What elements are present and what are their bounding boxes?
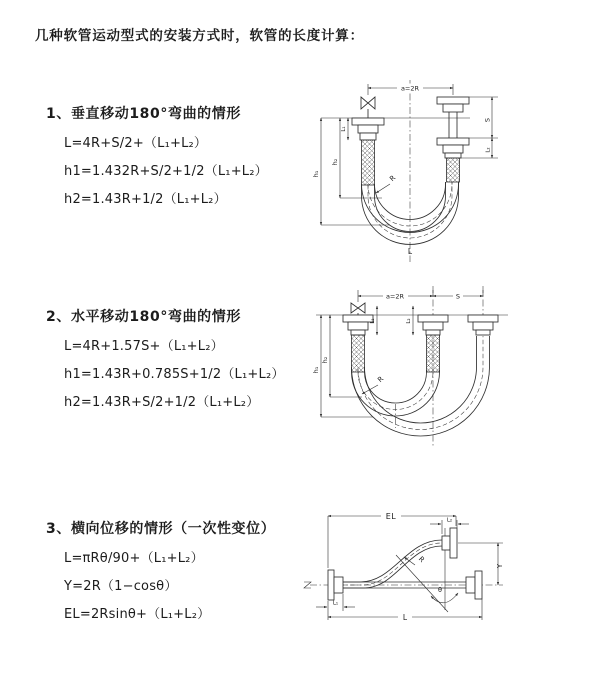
- middle-flange-fitting: [418, 315, 448, 372]
- formula-h1: h1=1.43R+0.785S+1/2（L₁+L₂）: [64, 367, 285, 382]
- dimension-S: [460, 97, 498, 158]
- formula-h2: h2=1.43R+1/2（L₁+L₂）: [64, 192, 227, 207]
- section-3-heading: 3、横向位移的情形（一次性变位）: [46, 521, 276, 537]
- dimension-L1: [370, 306, 377, 335]
- dim-label-l2: L₂: [406, 318, 412, 324]
- radius-label: R: [416, 555, 426, 565]
- dimension-h1: [312, 118, 390, 225]
- dim-label-s: S: [483, 117, 492, 123]
- dim-label-el: EL: [385, 511, 397, 521]
- centerlines: [316, 286, 508, 448]
- diagram-lateral-displacement: [296, 498, 600, 648]
- left-flange-fitting: [328, 570, 343, 600]
- diagram-horizontal-180-bend: [298, 280, 600, 458]
- diagram-vertical-180-bend: [302, 72, 600, 270]
- valve-icon: [351, 303, 365, 315]
- section-2-heading: 2、水平移动180°弯曲的情形: [46, 309, 241, 325]
- section-vertical-movement: [46, 103, 268, 207]
- valve-icon: [361, 97, 375, 118]
- dim-label-y: Y: [496, 563, 504, 569]
- angle-label: θ: [438, 586, 442, 594]
- dimension-L2: [430, 518, 469, 535]
- dim-label-l1: L₁: [332, 600, 339, 607]
- dim-label-s: S: [455, 292, 461, 301]
- section-lateral-displacement: [46, 518, 275, 622]
- formula-L: L=4R+1.57S+（L₁+L₂）: [64, 339, 224, 354]
- section-1-heading: 1、垂直移动180°弯曲的情形: [46, 106, 241, 122]
- dim-label-a2r: a=2R: [385, 292, 405, 301]
- length-label: L: [407, 247, 413, 256]
- dim-label-h2: h₂: [321, 356, 329, 364]
- dimension-a-2R: [368, 84, 453, 96]
- formula-EL: EL=2Rsinθ+（L₁+L₂）: [64, 607, 211, 622]
- dimension-EL: [328, 511, 456, 569]
- hose-u-bend: [352, 336, 490, 436]
- right-flange-fitting-original: [437, 138, 469, 182]
- dim-label-l2: L₂: [485, 147, 492, 153]
- formula-h2: h2=1.43R+S/2+1/2（L₁+L₂）: [64, 395, 260, 410]
- radius-label: R: [388, 173, 398, 184]
- formula-h1: h1=1.432R+S/2+1/2（L₁+L₂）: [64, 164, 268, 179]
- dim-label-h1: h₁: [312, 170, 320, 178]
- dim-label-l2: L₂: [446, 517, 453, 524]
- pipe-break-symbol: [304, 582, 311, 588]
- radius-callout: [396, 555, 448, 612]
- left-flange-fitting: [352, 118, 384, 185]
- dim-label-l1: L₁: [370, 318, 376, 324]
- dim-label-a2r: a=2R: [400, 84, 420, 93]
- dimension-L2: [406, 306, 413, 335]
- dimension-L: [328, 599, 482, 622]
- formula-Y: Y=2R（1−cosθ）: [64, 579, 178, 594]
- dim-label-l1: L₁: [341, 126, 347, 132]
- radius-callout: [376, 174, 397, 193]
- dim-label-h2: h₂: [331, 158, 339, 166]
- dim-label-h1: h₁: [312, 366, 320, 374]
- section-horizontal-movement: [46, 306, 285, 410]
- radius-label: R: [376, 374, 386, 385]
- dimension-L1: [341, 118, 348, 140]
- formula-L: L=4R+S/2+（L₁+L₂）: [64, 136, 208, 151]
- angle-theta: [431, 586, 458, 603]
- formula-L: L=πRθ/90+（L₁+L₂）: [64, 551, 204, 566]
- right-flange-fitting-moved: [437, 97, 469, 138]
- length-label: L: [402, 613, 408, 622]
- left-flange-fitting: [343, 315, 373, 372]
- page-title: 几种软管运动型式的安装方式时，软管的长度计算：: [35, 28, 364, 44]
- dimension-L1: [316, 594, 355, 611]
- upper-flange-fitting: [442, 528, 457, 558]
- dimension-S: [433, 292, 483, 301]
- s-curve-hose: [343, 540, 442, 588]
- right-flange-fitting-moved: [468, 315, 498, 335]
